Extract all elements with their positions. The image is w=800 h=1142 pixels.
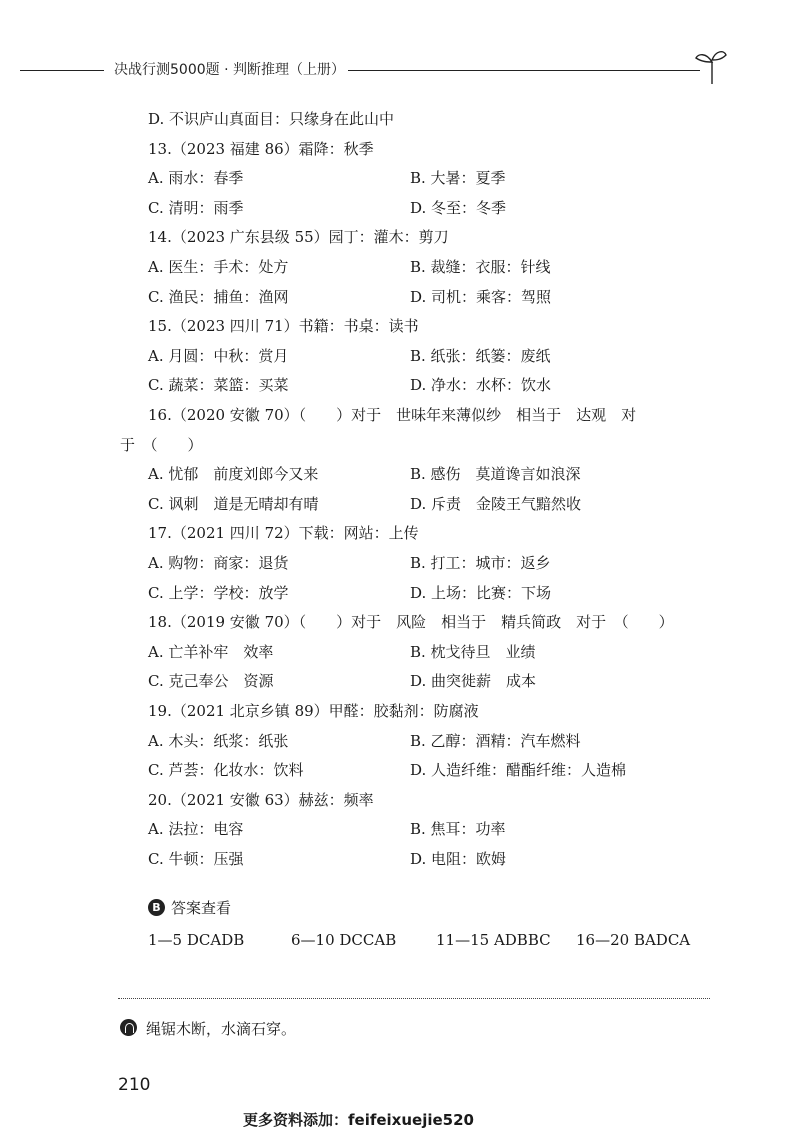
answer-option: D. 净水：水杯：饮水: [410, 376, 552, 395]
motto-text: 绳锯木断，水滴石穿。: [146, 1020, 297, 1038]
answer-option: A. 忧郁 前度刘郎今又来: [148, 465, 319, 484]
question-stem: 于 （ ）: [120, 435, 203, 454]
answer-option: D. 人造纤维：醋酯纤维：人造棉: [410, 761, 627, 780]
answer-option: D. 上场：比赛：下场: [410, 583, 552, 602]
answer-group: 11—15 ADBBC: [436, 931, 551, 949]
answer-option: C. 上学：学校：放学: [148, 583, 289, 602]
sprout-badge-icon: [120, 1019, 137, 1036]
answer-group: 1—5 DCADB: [148, 931, 245, 949]
header-rule-right: [348, 70, 700, 71]
answer-option: C. 讽刺 道是无晴却有晴: [148, 494, 319, 513]
answer-option: B. 感伤 莫道谗言如浪深: [410, 465, 581, 484]
answer-option: C. 克己奉公 资源: [148, 672, 274, 691]
question-stem: D. 不识庐山真面目：只缘身在此山中: [148, 110, 395, 128]
question-stem: 19.（2021 北京乡镇 89）甲醛：胶黏剂：防腐液: [148, 702, 479, 720]
answer-option: C. 蔬菜：菜篮：买菜: [148, 376, 289, 395]
header-title: 决战行测5000题 · 判断推理（上册）: [114, 62, 345, 78]
answer-option: A. 购物：商家：退货: [148, 554, 289, 572]
answer-option: C. 芦荟：化妆水：饮料: [148, 761, 304, 780]
answer-option: A. 雨水：春季: [148, 169, 244, 188]
answer-option: B. 焦耳：功率: [410, 820, 506, 839]
answer-option: D. 曲突徙薪 成本: [410, 672, 537, 691]
answer-option: D. 冬至：冬季: [410, 198, 507, 217]
answer-option: B. 枕戈待旦 业绩: [410, 642, 536, 661]
answer-group: 16—20 BADCA: [576, 931, 691, 949]
answer-option: A. 法拉：电容: [148, 820, 244, 839]
sprout-icon: [692, 46, 732, 86]
answer-option: A. 亡羊补牢 效率: [148, 642, 274, 661]
question-stem: 20.（2021 安徽 63）赫兹：频率: [148, 790, 374, 809]
question-stem: 16.（2020 安徽 70）（ ）对于 世味年来薄似纱 相当于 达观 对: [148, 406, 637, 424]
question-stem: 13.（2023 福建 86）霜降：秋季: [148, 139, 374, 158]
answer-group: 6—10 DCCAB: [291, 931, 397, 949]
answer-option: B. 大暑：夏季: [410, 169, 506, 188]
page-number: 210: [118, 1075, 151, 1095]
answer-option: C. 清明：雨季: [148, 198, 244, 217]
answer-option: D. 斥责 金陵王气黯然收: [410, 494, 582, 513]
answer-option: C. 牛顿：压强: [148, 850, 244, 868]
answer-option: A. 医生：手术：处方: [148, 258, 289, 276]
question-stem: 15.（2023 四川 71）书籍：书桌：读书: [148, 317, 419, 336]
answer-option: B. 乙醇：酒精：汽车燃料: [410, 731, 581, 750]
header-rule-left: [20, 70, 104, 71]
question-stem: 18.（2019 安徽 70）（ ）对于 风险 相当于 精兵简政 对于 （ ）: [148, 613, 674, 632]
running-header: [20, 52, 720, 82]
answer-option: D. 电阻：欧姆: [410, 850, 507, 868]
answer-option: D. 司机：乘客：驾照: [410, 287, 552, 306]
dotted-divider: [118, 998, 710, 999]
answer-option: B. 打工：城市：返乡: [410, 554, 551, 572]
answer-badge-icon: B: [148, 899, 165, 916]
answer-option: A. 月圆：中秋：赏月: [148, 346, 289, 365]
footer-note: 更多资料添加：feifeixuejie520: [243, 1111, 474, 1129]
answer-option: B. 纸张：纸篓：废纸: [410, 346, 551, 365]
answer-option: A. 木头：纸浆：纸张: [148, 731, 289, 750]
answer-option: C. 渔民：捕鱼：渔网: [148, 287, 289, 306]
question-stem: 17.（2021 四川 72）下载：网站：上传: [148, 524, 419, 543]
answer-section-title: 答案查看: [171, 899, 232, 917]
question-stem: 14.（2023 广东县级 55）园丁：灌木：剪刀: [148, 228, 449, 247]
answer-option: B. 裁缝：衣服：针线: [410, 258, 551, 276]
